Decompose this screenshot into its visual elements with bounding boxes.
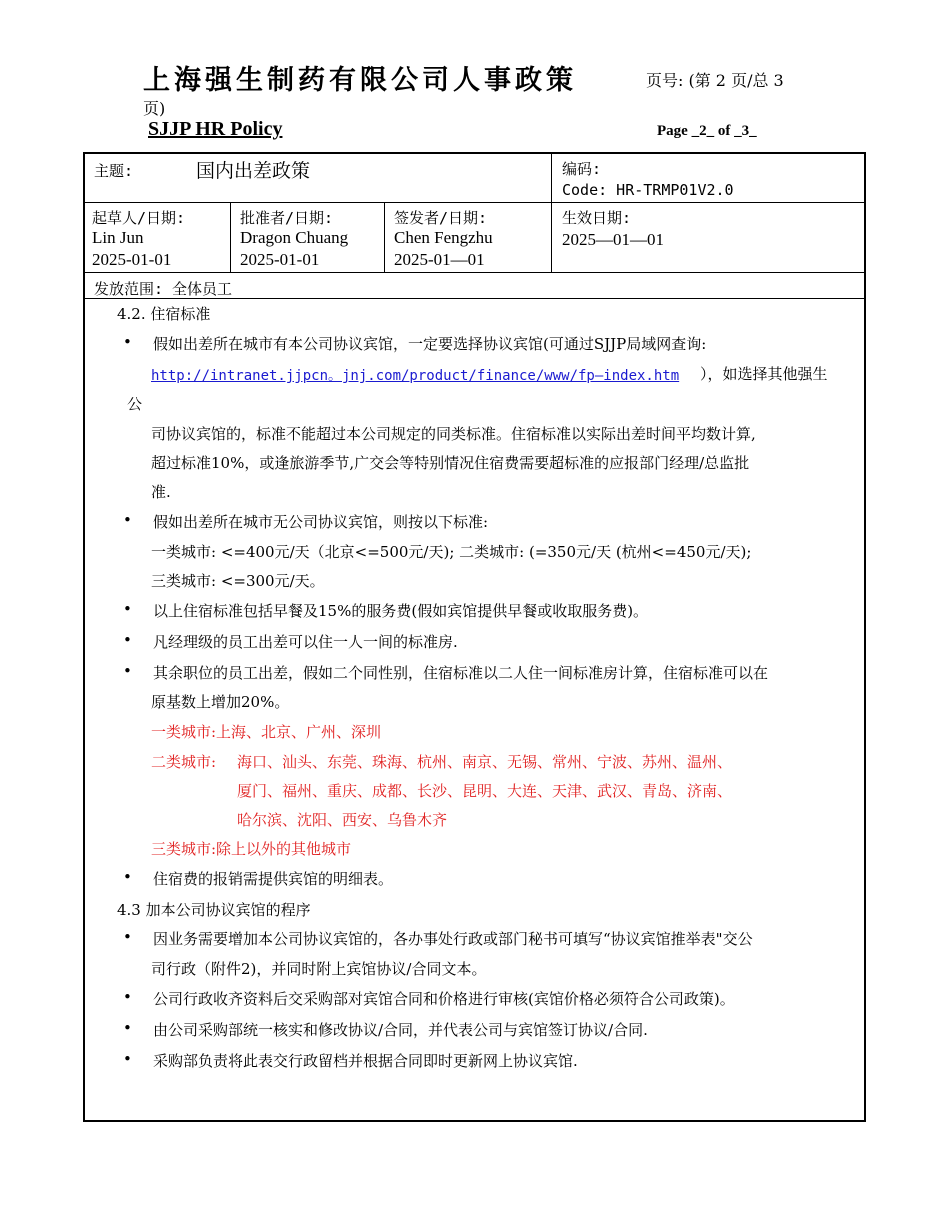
effective-date: 2025—01—01 — [562, 230, 664, 249]
bullet-icon: • — [123, 928, 132, 946]
drafter-date: 2025-01-01 — [92, 250, 172, 269]
approver-name: Dragon Chuang — [240, 228, 349, 247]
city-tier-2-list: 哈尔滨、沈阳、西安、乌鲁木齐 — [237, 811, 448, 829]
divider — [384, 203, 385, 273]
drafter-name: Lin Jun — [92, 228, 144, 247]
approver-date: 2025-01-01 — [240, 250, 320, 269]
section-heading: 4.2. 住宿标准 — [117, 305, 211, 323]
paragraph-line: 其余职位的员工出差，假如二个同性别，住宿标准以二人住一间标准房计算，住宿标准可以在 — [153, 664, 769, 682]
intranet-link[interactable]: http://intranet.jjpcn。jnj.com/product/finance/www/fp—index.htm — [151, 368, 680, 384]
drafter-label: 起草人/日期: — [92, 209, 186, 227]
paragraph-line: 司行政（附件2)，并同时附上宾馆协议/合同文本。 — [151, 960, 487, 978]
bullet-icon: • — [123, 600, 132, 618]
divider — [83, 202, 866, 203]
code-label: 编码: — [562, 160, 602, 178]
company-policy-title: 上海强生制药有限公司人事政策 — [143, 65, 577, 96]
paragraph-line: 准. — [151, 483, 171, 501]
distribution-scope: 发放范围: 全体员工 — [94, 280, 233, 298]
issuer-name: Chen Fengzhu — [394, 228, 493, 247]
city-tier-2-label: 二类城市: — [151, 753, 217, 771]
paragraph-line: 司协议宾馆的，标准不能超过本公司规定的同类标准。住宿标准以实际出差时间平均数计算, — [151, 425, 756, 443]
section-heading: 4.3 加本公司协议宾馆的程序 — [117, 901, 311, 919]
divider — [551, 153, 552, 273]
bullet-icon: • — [123, 868, 132, 886]
city-tier-1: 一类城市:上海、北京、广州、深圳 — [151, 723, 382, 741]
paragraph-line: 公司行政收齐资料后交采购部对宾馆合同和价格进行审核(宾馆价格必须符合公司政策)。 — [153, 990, 735, 1008]
divider — [83, 272, 866, 273]
policy-title-en: SJJP HR Policy — [148, 118, 283, 140]
paragraph-line: 一类城市: <=400元/天（北京<=500元/天); 二类城市: (=350元/天 (杭州<=450元/天); — [151, 543, 752, 561]
paragraph-line: 凡经理级的员工出差可以住一人一间的标准房. — [153, 633, 458, 651]
paragraph-line: 因业务需要增加本公司协议宾馆的，各办事处行政或部门秘书可填写“协议宾馆推举表"交公 — [153, 930, 753, 948]
bullet-icon: • — [123, 511, 132, 529]
issuer-date: 2025-01—01 — [394, 250, 485, 269]
paragraph-line: 由公司采购部统一核实和修改协议/合同，并代表公司与宾馆签订协议/合同. — [153, 1021, 648, 1039]
code-value: Code: HR-TRMP01V2.0 — [562, 181, 734, 199]
bullet-icon: • — [123, 988, 132, 1006]
paragraph-line: 假如出差所在城市无公司协议宾馆，则按以下标准: — [153, 513, 489, 531]
effective-label: 生效日期: — [562, 209, 632, 227]
paragraph-line: 三类城市: <=300元/天。 — [151, 572, 325, 590]
paragraph-line: 公 — [127, 395, 143, 413]
page-number-en: Page _2_ of _3_ — [657, 123, 757, 139]
bullet-icon: • — [123, 662, 132, 680]
paragraph-line: 采购部负责将此表交行政留档并根据合同即时更新网上协议宾馆. — [153, 1052, 578, 1070]
paragraph-line: 住宿费的报销需提供宾馆的明细表。 — [153, 870, 394, 888]
subject-value: 国内出差政策 — [196, 160, 311, 182]
paragraph-line: 超过标准10%，或逢旅游季节,广交会等特别情况住宿费需要超标准的应报部门经理/总监批 — [151, 454, 750, 472]
bullet-icon: • — [123, 333, 132, 351]
bullet-icon: • — [123, 1050, 132, 1068]
city-tier-3: 三类城市:除上以外的其他城市 — [151, 840, 352, 858]
paragraph-line: ），如选择其他强生 — [700, 365, 828, 383]
paragraph-line: 假如出差所在城市有本公司协议宾馆，一定要选择协议宾馆(可通过SJJP局域网查询: — [153, 335, 707, 353]
bullet-icon: • — [123, 631, 132, 649]
approver-label: 批准者/日期: — [240, 209, 334, 227]
paragraph-line: 以上住宿标准包括早餐及15%的服务费(假如宾馆提供早餐或收取服务费)。 — [153, 602, 649, 620]
city-tier-2-list: 海口、汕头、东莞、珠海、杭州、南京、无锡、常州、宁波、苏州、温州、 — [237, 753, 733, 771]
bullet-icon: • — [123, 1019, 132, 1037]
page-number-cn-continued: 页) — [143, 99, 166, 118]
page-number-cn: 页号: (第 2 页/总 3 — [646, 71, 784, 90]
paragraph-line: 原基数上增加20%。 — [151, 693, 290, 711]
subject-label: 主题: — [94, 162, 134, 180]
divider — [230, 203, 231, 273]
city-tier-2-list: 厦门、福州、重庆、成都、长沙、昆明、大连、天津、武汉、青岛、济南、 — [237, 782, 733, 800]
issuer-label: 签发者/日期: — [394, 209, 488, 227]
